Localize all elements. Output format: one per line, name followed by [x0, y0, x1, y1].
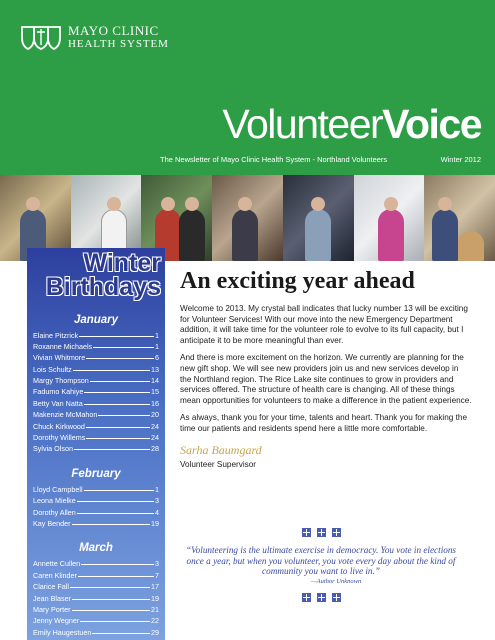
leader-line [84, 490, 154, 491]
birthday-day: 1 [155, 484, 159, 494]
quote-author: —Author Unknown [310, 577, 362, 585]
ornament-icon [332, 528, 341, 537]
birthday-name: Roxanne Michaels [33, 341, 93, 351]
birthday-name: Kay Bender [33, 518, 71, 528]
birthday-day: 22 [151, 616, 159, 626]
masthead-tagline: The Newsletter of Mayo Clinic Health System - Northland Volunteers [160, 155, 388, 164]
ornament-row [180, 593, 462, 602]
birthday-name: Vivian Whitmore [33, 353, 86, 363]
ornament-icon [302, 528, 311, 537]
leader-line [80, 621, 150, 622]
birthday-entry [27, 508, 165, 519]
birthday-entry [27, 594, 165, 605]
leader-line [92, 633, 150, 634]
volunteer-quote: “Volunteering is the ultimate exercise in democracy. You vote in elections once a year, but when you volunteer, you vote every day about the kind of community you want to live in.” [185, 545, 457, 576]
birthday-day: 3 [155, 559, 159, 569]
birthday-name: Sylvia Olson [33, 444, 73, 454]
birthday-name: Margy Thompson [33, 376, 89, 386]
sidebar-title [27, 249, 165, 301]
birthday-day: 6 [155, 353, 159, 363]
winter-birthdays-sidebar [27, 248, 165, 640]
birthday-name: Jenny Wegner [33, 616, 80, 626]
leader-line [81, 564, 154, 565]
birthday-name: Chuck Kirkwood [33, 421, 85, 431]
birthday-name: Betty Van Natta [33, 398, 83, 408]
birthday-entry [27, 519, 165, 530]
birthday-entry [27, 605, 165, 616]
leader-line [79, 336, 154, 337]
article-paragraph: As always, thank you for your time, talents and heart. Thank you for making the time our patients and residents spend here a little more comfortable. [180, 413, 468, 433]
birthday-entry [27, 444, 165, 455]
article-paragraph: And there is more excitement on the horizon. We currently are planning for the new gift shop. We will see new providers join us and new services develop in the Northland region. The Rice Lake site continues to grow in providers and services offered. The structure of health care is changing. All of these things mean opportunities for volunteers to make a difference in the patient experience. [180, 353, 472, 405]
birthday-day: 19 [151, 593, 159, 603]
article-headline: An exciting year ahead [180, 268, 415, 294]
leader-line [74, 449, 150, 450]
leader-line [98, 415, 150, 416]
masthead-title [222, 101, 481, 147]
newsletter-header [0, 0, 495, 175]
month-heading: March [79, 542, 113, 555]
birthday-name: Lois Schultz [33, 364, 72, 374]
ornament-icon [317, 528, 326, 537]
leader-line [70, 587, 150, 588]
birthday-entry [27, 628, 165, 639]
volunteer-photo [354, 175, 425, 261]
birthday-name: Makenzie McMahon [33, 410, 98, 420]
quote-box [180, 528, 462, 636]
birthday-day: 1 [155, 341, 159, 351]
article-paragraph: Welcome to 2013. My crystal ball indicates that lucky number 13 will be exciting for Volunteer Services! With our move into the new Emergency Department addition, it will take time for the volunteer role to evolve to its full capacity, but I anticipate it to be more meaningful than ever. [180, 304, 468, 345]
birthday-day: 14 [151, 376, 159, 386]
ornament-icon [332, 593, 341, 602]
birthday-entry [27, 571, 165, 582]
birthday-day: 24 [151, 421, 159, 431]
ornament-icon [317, 593, 326, 602]
leader-line [78, 576, 154, 577]
birthday-entry [27, 616, 165, 627]
birthday-entry [27, 376, 165, 387]
masthead-tagline-row [160, 155, 481, 164]
birthday-day: 4 [155, 507, 159, 517]
leader-line [86, 358, 154, 359]
birthday-name: Leona Mielke [33, 496, 76, 506]
birthday-day: 20 [151, 410, 159, 420]
birthday-day: 28 [151, 444, 159, 454]
birthday-entry [27, 485, 165, 496]
leader-line [84, 392, 150, 393]
birthday-name: Clarice Fall [33, 582, 69, 592]
author-title: Volunteer Supervisor [180, 459, 257, 469]
birthday-name: Dorothy Willems [33, 433, 86, 443]
leader-line [93, 347, 154, 348]
volunteer-photo [283, 175, 354, 261]
birthday-day: 1 [155, 330, 159, 340]
brand-logo [20, 24, 169, 50]
birthday-day: 19 [151, 518, 159, 528]
birthday-name: Dorothy Allen [33, 507, 76, 517]
volunteer-photo [212, 175, 283, 261]
birthday-name: Caren Klinder [33, 570, 77, 580]
birthday-entry [27, 410, 165, 421]
leader-line [90, 381, 150, 382]
main-article [180, 262, 472, 469]
birthday-name: Elaine Pitzrick [33, 330, 79, 340]
ornament-icon [302, 593, 311, 602]
birthday-entry [27, 342, 165, 353]
birthday-entry [27, 387, 165, 398]
birthday-entry [27, 365, 165, 376]
brand-name: MAYO CLINIC [68, 23, 159, 38]
birthday-day: 15 [151, 387, 159, 397]
birthday-name: Emily Haugestuen [33, 627, 92, 637]
leader-line [72, 524, 150, 525]
leader-line [72, 610, 150, 611]
masthead-title-bold: Voice [382, 101, 481, 147]
sidebar-title-line2: Birthdays [45, 272, 161, 301]
birthday-entry [27, 422, 165, 433]
birthday-entry [27, 559, 165, 570]
birthday-name: Lloyd Campbell [33, 484, 83, 494]
birthday-day: 21 [151, 604, 159, 614]
ornament-row [180, 528, 462, 537]
birthday-entry [27, 331, 165, 342]
leader-line [84, 404, 150, 405]
birthday-months [27, 314, 165, 640]
birthday-day: 3 [155, 496, 159, 506]
birthday-day: 13 [151, 364, 159, 374]
author-signature: Sarha Baumgard [180, 442, 262, 457]
leader-line [73, 370, 150, 371]
birthday-day: 7 [155, 570, 159, 580]
issue-date: Winter 2012 [440, 155, 481, 164]
birthday-entry [27, 353, 165, 364]
leader-line [72, 599, 150, 600]
birthday-entry [27, 582, 165, 593]
birthday-entry [27, 496, 165, 507]
birthday-day: 16 [151, 398, 159, 408]
birthday-name: Mary Porter [33, 604, 71, 614]
leader-line [86, 427, 150, 428]
birthday-entry [27, 433, 165, 444]
masthead-title-light: Volunteer [222, 101, 383, 147]
brand-subname: HEALTH SYSTEM [68, 38, 169, 50]
birthday-day: 24 [151, 433, 159, 443]
birthday-name: Fadumo Kahiye [33, 387, 84, 397]
volunteer-photo [424, 175, 495, 261]
leader-line [77, 501, 154, 502]
mayo-shields-icon [20, 24, 62, 50]
leader-line [86, 438, 150, 439]
birthday-day: 17 [151, 582, 159, 592]
sidebar-title-line1: Winter [83, 249, 161, 277]
birthday-day: 29 [151, 627, 159, 637]
leader-line [77, 513, 154, 514]
month-heading: January [73, 313, 119, 326]
birthday-entry [27, 399, 165, 410]
month-heading: February [71, 467, 121, 480]
birthday-name: Annette Cullen [33, 559, 81, 569]
birthday-name: Jean Blaser [33, 593, 71, 603]
